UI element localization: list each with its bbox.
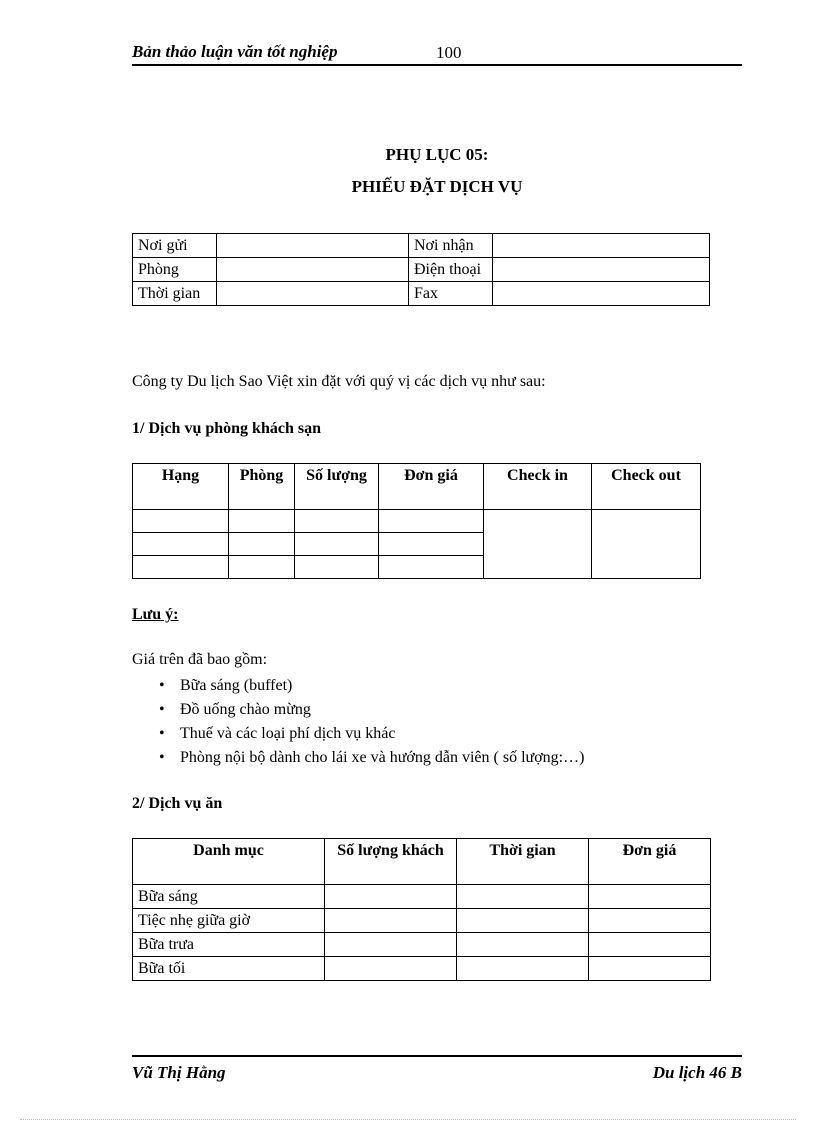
table-cell [229, 533, 295, 556]
table-cell [589, 933, 711, 957]
appendix-title: PHỤ LỤC 05: [385, 145, 489, 164]
table-row [133, 957, 711, 981]
table-row [133, 885, 711, 909]
intro-text: Công ty Du lịch Sao Việt xin đặt với quý vị các dịch vụ như sau: [132, 373, 546, 390]
header-title: Bản thảo luận văn tốt nghiệp [132, 42, 338, 61]
list-item: • Thuế và các loại phí dịch vụ khác [132, 722, 584, 746]
table-header-row [133, 839, 711, 885]
table-cell [133, 510, 229, 533]
table-cell [325, 933, 457, 957]
table-cell [229, 510, 295, 533]
info-value [217, 282, 409, 306]
info-label: Fax [409, 282, 493, 306]
meal-label: Bữa trưa [133, 933, 325, 957]
meal-label: Bữa sáng [133, 885, 325, 909]
check-out-cell [592, 510, 701, 579]
note-heading: Lưu ý: [132, 606, 179, 623]
table-row [133, 933, 711, 957]
info-label: Thời gian [133, 282, 217, 306]
table-cell [589, 957, 711, 981]
info-value [493, 234, 710, 258]
page-bottom-dots [20, 1119, 796, 1120]
table-cell [295, 556, 379, 579]
footer-author: Vũ Thị Hằng [132, 1063, 226, 1082]
page-number: 100 [436, 43, 462, 62]
footer-class: Du lịch 46 B [652, 1063, 742, 1082]
column-header: Số lượng [295, 464, 379, 510]
table-cell [133, 556, 229, 579]
section2-heading: 2/ Dịch vụ ăn [132, 795, 223, 812]
note-intro: Giá trên đã bao gồm: [132, 651, 268, 668]
table-row [133, 510, 701, 533]
info-table [132, 233, 710, 306]
table-cell [295, 533, 379, 556]
info-value [217, 234, 409, 258]
meal-label: Tiệc nhẹ giữa giờ [133, 909, 325, 933]
included-items-list [132, 674, 584, 770]
table-cell [325, 885, 457, 909]
table-row [133, 282, 710, 306]
table-row [133, 234, 710, 258]
column-header: Thời gian [457, 839, 589, 885]
meal-service-table [132, 838, 711, 981]
table-cell [457, 933, 589, 957]
table-cell [325, 957, 457, 981]
info-label: Phòng [133, 258, 217, 282]
footer-rule [132, 1055, 742, 1057]
info-value [493, 258, 710, 282]
table-cell [589, 909, 711, 933]
table-row [133, 909, 711, 933]
form-title: PHIẾU ĐẶT DỊCH VỤ [351, 177, 523, 196]
table-header-row [133, 464, 701, 510]
table-cell [379, 556, 484, 579]
table-cell [379, 533, 484, 556]
table-cell [133, 533, 229, 556]
info-value [217, 258, 409, 282]
column-header: Check in [484, 464, 592, 510]
section1-heading: 1/ Dịch vụ phòng khách sạn [132, 420, 321, 437]
list-item: • Phòng nội bộ dành cho lái xe và hướng dẫn viên ( số lượng:…) [132, 746, 584, 770]
column-header: Danh mục [133, 839, 325, 885]
meal-label: Bữa tối [133, 957, 325, 981]
info-label: Điện thoại [409, 258, 493, 282]
column-header: Check out [592, 464, 701, 510]
table-cell [295, 510, 379, 533]
table-cell [457, 885, 589, 909]
info-label: Nơi nhận [409, 234, 493, 258]
info-value [493, 282, 710, 306]
info-label: Nơi gửi [133, 234, 217, 258]
table-row [133, 258, 710, 282]
list-item: • Bữa sáng (buffet) [132, 674, 584, 698]
table-cell [379, 510, 484, 533]
table-cell [589, 885, 711, 909]
check-in-cell [484, 510, 592, 579]
list-item: • Đồ uống chào mừng [132, 698, 584, 722]
hotel-room-table [132, 463, 701, 579]
column-header: Phòng [229, 464, 295, 510]
column-header: Đơn giá [589, 839, 711, 885]
table-cell [325, 909, 457, 933]
table-cell [229, 556, 295, 579]
table-cell [457, 909, 589, 933]
column-header: Số lượng khách [325, 839, 457, 885]
table-cell [457, 957, 589, 981]
header-rule [132, 64, 742, 66]
column-header: Hạng [133, 464, 229, 510]
column-header: Đơn giá [379, 464, 484, 510]
